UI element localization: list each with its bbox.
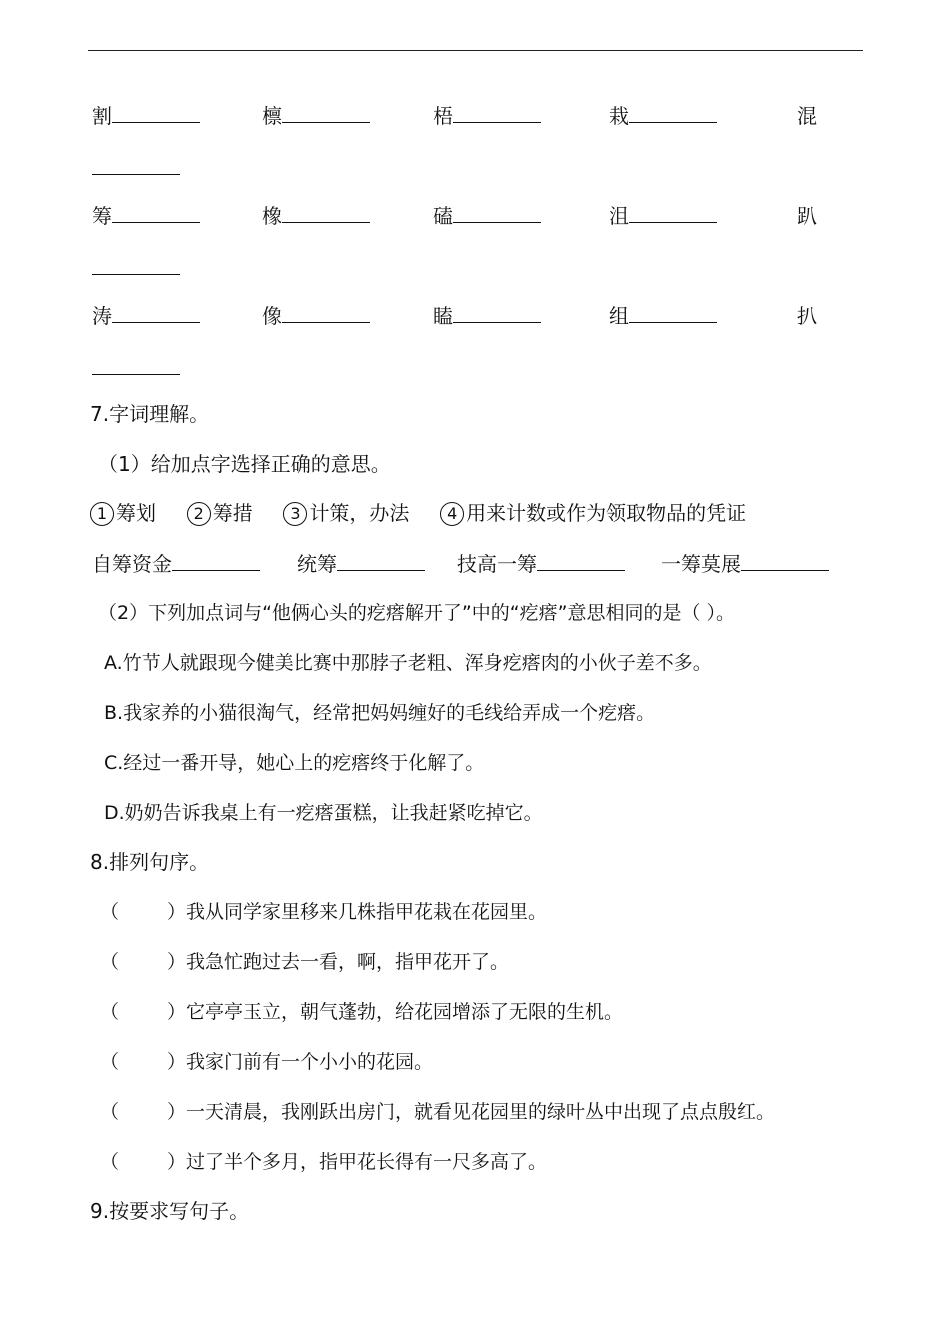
char-label: 橡 bbox=[262, 204, 282, 228]
choice-a: A.竹节人就跟现今健美比赛中那脖子老粗、浑身疙瘩肉的小伙子差不多。 bbox=[104, 652, 712, 674]
char-label: 磕 bbox=[433, 204, 453, 228]
char-item bbox=[797, 102, 817, 130]
paren-open: （ bbox=[100, 1051, 120, 1073]
paren-open: （ bbox=[100, 901, 120, 923]
char-label: 混 bbox=[797, 104, 817, 128]
answer-blank[interactable] bbox=[92, 274, 180, 275]
q8-title: 8.排列句序。 bbox=[90, 850, 210, 874]
answer-blank[interactable] bbox=[453, 102, 541, 123]
char-item bbox=[92, 302, 200, 330]
answer-blank[interactable] bbox=[453, 202, 541, 223]
circled-number-icon: 1 bbox=[90, 502, 114, 526]
circled-number-icon: 3 bbox=[283, 502, 307, 526]
paren-close: ） bbox=[167, 951, 187, 973]
word-item bbox=[297, 550, 425, 578]
word-label: 自筹资金 bbox=[92, 552, 172, 576]
char-label: 梧 bbox=[433, 104, 453, 128]
paren-open: （ bbox=[100, 951, 120, 973]
char-label: 栽 bbox=[609, 104, 629, 128]
sentence-text: 过了半个多月，指甲花长得有一尺多高了。 bbox=[186, 1151, 548, 1173]
order-item bbox=[100, 1148, 547, 1176]
char-label: 组 bbox=[609, 304, 629, 328]
char-label: 扒 bbox=[797, 304, 817, 328]
option-item bbox=[440, 501, 746, 525]
answer-blank[interactable] bbox=[112, 202, 200, 223]
circled-number-icon: 4 bbox=[440, 502, 464, 526]
char-item bbox=[797, 302, 817, 330]
q7-sub2: （2）下列加点词与“他俩心头的疙瘩解开了”中的“疙瘩”意思相同的是（ ）。 bbox=[98, 602, 736, 624]
word-item bbox=[457, 550, 625, 578]
char-label: 割 bbox=[92, 104, 112, 128]
word-item bbox=[92, 550, 260, 578]
answer-blank[interactable] bbox=[282, 102, 370, 123]
q7-options bbox=[90, 499, 746, 527]
char-item bbox=[262, 302, 370, 330]
sentence-text: 它亭亭玉立，朝气蓬勃，给花园增添了无限的生机。 bbox=[186, 1001, 624, 1023]
circled-number-icon: 2 bbox=[187, 502, 211, 526]
sentence-text: 我从同学家里移来几株指甲花栽在花园里。 bbox=[186, 901, 548, 923]
answer-blank[interactable] bbox=[337, 550, 425, 571]
paren-close: ） bbox=[167, 901, 187, 923]
option-text: 计策，办法 bbox=[309, 501, 410, 525]
answer-blank[interactable] bbox=[172, 550, 260, 571]
option-item bbox=[187, 501, 253, 525]
answer-blank[interactable] bbox=[741, 550, 829, 571]
q7-sub1: （1）给加点字选择正确的意思。 bbox=[98, 452, 391, 476]
word-label: 一筹莫展 bbox=[661, 552, 741, 576]
answer-blank[interactable] bbox=[112, 102, 200, 123]
answer-blank[interactable] bbox=[282, 202, 370, 223]
char-label: 檩 bbox=[262, 104, 282, 128]
answer-blank[interactable] bbox=[282, 302, 370, 323]
char-item bbox=[433, 302, 541, 330]
choice-d: D.奶奶告诉我桌上有一疙瘩蛋糕，让我赶紧吃掉它。 bbox=[104, 802, 543, 824]
answer-blank[interactable] bbox=[629, 202, 717, 223]
word-item bbox=[661, 550, 829, 578]
order-item bbox=[100, 1048, 433, 1076]
char-item bbox=[92, 102, 200, 130]
order-item bbox=[100, 998, 623, 1026]
answer-blank[interactable] bbox=[537, 550, 625, 571]
char-label: 筹 bbox=[92, 204, 112, 228]
char-item bbox=[797, 202, 817, 230]
char-item bbox=[609, 202, 717, 230]
paren-close: ） bbox=[167, 1151, 187, 1173]
order-item bbox=[100, 898, 547, 926]
char-label: 涛 bbox=[92, 304, 112, 328]
answer-blank[interactable] bbox=[629, 102, 717, 123]
char-item bbox=[433, 202, 541, 230]
option-item bbox=[283, 501, 409, 525]
sentence-text: 我家门前有一个小小的花园。 bbox=[186, 1051, 434, 1073]
paren-open: （ bbox=[100, 1151, 120, 1173]
char-item bbox=[609, 102, 717, 130]
sentence-text: 我急忙跑过去一看，啊，指甲花开了。 bbox=[186, 951, 510, 973]
paren-close: ） bbox=[167, 1051, 187, 1073]
char-item bbox=[433, 102, 541, 130]
order-item bbox=[100, 1098, 775, 1126]
paren-close: ） bbox=[167, 1101, 187, 1123]
word-label: 统筹 bbox=[297, 552, 337, 576]
paren-close: ） bbox=[167, 1001, 187, 1023]
answer-blank[interactable] bbox=[92, 174, 180, 175]
option-item bbox=[90, 501, 156, 525]
option-text: 用来计数或作为领取物品的凭证 bbox=[466, 501, 747, 525]
choice-b: B.我家养的小猫很淘气，经常把妈妈缠好的毛线给弄成一个疙瘩。 bbox=[104, 702, 656, 724]
paren-open: （ bbox=[100, 1001, 120, 1023]
char-item bbox=[92, 202, 200, 230]
char-item bbox=[262, 102, 370, 130]
option-text: 筹措 bbox=[212, 501, 253, 525]
option-text: 筹划 bbox=[116, 501, 156, 525]
word-label: 技高一筹 bbox=[457, 552, 537, 576]
char-label: 瞌 bbox=[433, 304, 453, 328]
sentence-text: 一天清晨，我刚跃出房门，就看见花园里的绿叶丛中出现了点点殷红。 bbox=[186, 1101, 776, 1123]
answer-blank[interactable] bbox=[629, 302, 717, 323]
answer-blank[interactable] bbox=[112, 302, 200, 323]
choice-c: C.经过一番开导，她心上的疙瘩终于化解了。 bbox=[104, 752, 485, 774]
char-item bbox=[609, 302, 717, 330]
q9-title: 9.按要求写句子。 bbox=[90, 1199, 250, 1223]
q7-title: 7.字词理解。 bbox=[90, 402, 210, 426]
order-item bbox=[100, 948, 509, 976]
char-label: 沮 bbox=[609, 204, 629, 228]
char-label: 趴 bbox=[797, 204, 817, 228]
char-label: 像 bbox=[262, 304, 282, 328]
paren-open: （ bbox=[100, 1101, 120, 1123]
answer-blank[interactable] bbox=[92, 374, 180, 375]
char-item bbox=[262, 202, 370, 230]
answer-blank[interactable] bbox=[453, 302, 541, 323]
header-rule bbox=[88, 50, 863, 51]
